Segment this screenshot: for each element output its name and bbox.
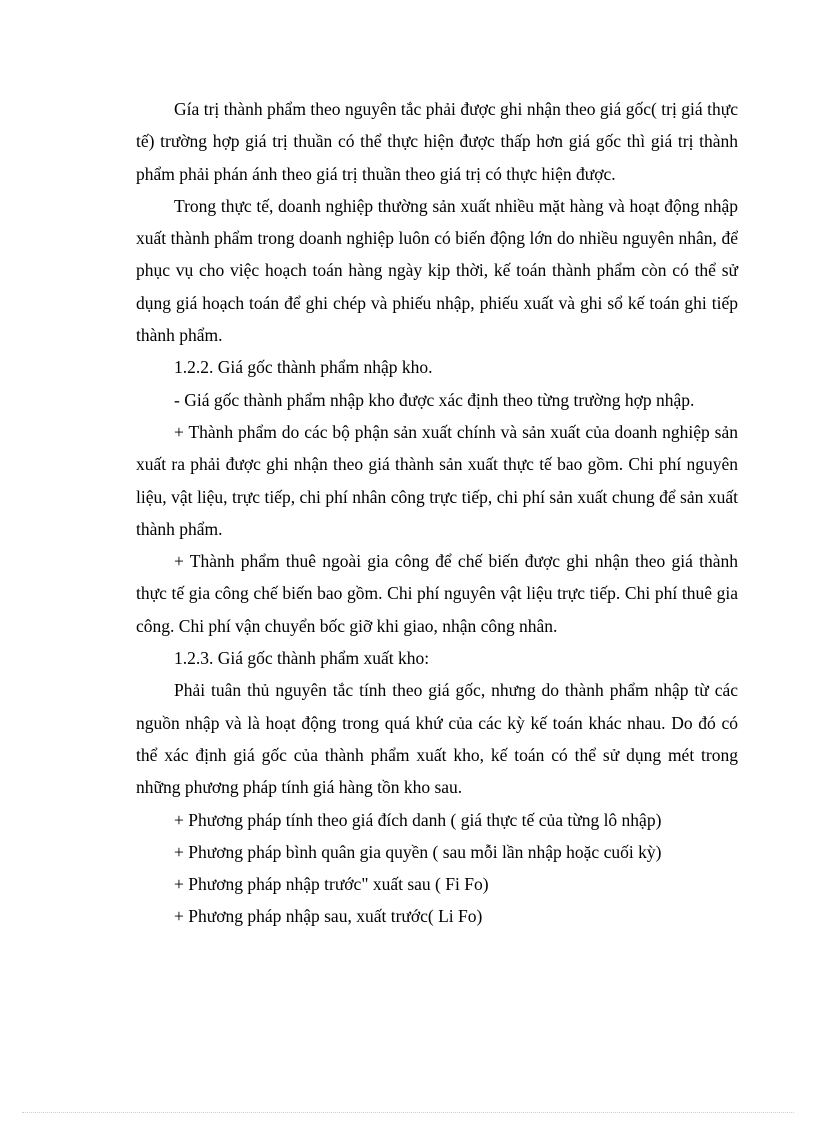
document-body xyxy=(136,93,738,933)
section-heading-1-2-2: 1.2.2. Giá gốc thành phẩm nhập kho. xyxy=(174,357,433,378)
list-item-fifo: + Phương pháp nhập trước" xuất sau ( Fi Fo) xyxy=(174,874,489,895)
paragraph-tuan-thu-nguyen-tac: Phải tuân thủ nguyên tắc tính theo giá gốc, nhưng do thành phẩm nhập từ các nguồn nhập và là hoạt động trong quá khứ của các kỳ kế toán khác nhau. Do đó có thể xác định giá gốc của thành phẩm xuất kho, kế toán có thể sử dụng mét trong những phương pháp tính giá hàng tồn kho sau. xyxy=(136,680,738,798)
page-bottom-divider xyxy=(22,1112,794,1113)
paragraph-thanh-pham-thue-ngoai: + Thành phẩm thuê ngoài gia công để chế biến được ghi nhận theo giá thành thực tế gia công chế biến bao gồm. Chi phí nguyên vật liệu trực tiếp. Chi phí thuê gia công. Chi phí vận chuyển bốc giỡ khi giao, nhận công nhân. xyxy=(136,551,738,636)
paragraph-gia-goc-nhap-kho: - Giá gốc thành phẩm nhập kho được xác định theo từng trường hợp nhập. xyxy=(174,389,695,410)
list-item-binh-quan: + Phương pháp bình quân gia quyền ( sau mỗi lần nhập hoặc cuối kỳ) xyxy=(174,841,662,862)
list-item-lifo: + Phương pháp nhập sau, xuất trước( Li Fo) xyxy=(174,906,483,927)
list-item-dich-danh: + Phương pháp tính theo giá đích danh ( giá thực tế của từng lô nhập) xyxy=(174,809,662,830)
paragraph-trong-thuc-te: Trong thực tế, doanh nghiệp thường sản xuất nhiều mặt hàng và hoạt động nhập xuất thành phẩm trong doanh nghiệp luôn có biến động lớn do nhiều nguyên nhân, để phục vụ cho việc hoạch toán hàng ngày kịp thời, kế toán thành phẩm còn có thể sử dụng giá hoạch toán để ghi chép và phiếu nhập, phiếu xuất và ghi sổ kế toán ghi tiếp thành phẩm. xyxy=(136,195,738,346)
paragraph-thanh-pham-san-xuat: + Thành phẩm do các bộ phận sản xuất chính và sản xuất của doanh nghiệp sản xuất ra phải được ghi nhận theo giá thành sản xuất thực tế bao gồm. Chi phí nguyên liệu, vật liệu, trực tiếp, chi phí nhân công trực tiếp, chi phí sản xuất chung để sản xuất thành phẩm. xyxy=(136,421,738,539)
paragraph-gia-tri-thanh-pham: Gía trị thành phẩm theo nguyên tắc phải được ghi nhận theo giá gốc( trị giá thực tế) trường hợp giá trị thuần có thể thực hiện được thấp hơn giá gốc thì giá trị thành phẩm phải phán ánh theo giá trị thuần theo giá trị có thực hiện được. xyxy=(136,99,738,184)
section-heading-1-2-3: 1.2.3. Giá gốc thành phẩm xuất kho: xyxy=(174,648,430,669)
